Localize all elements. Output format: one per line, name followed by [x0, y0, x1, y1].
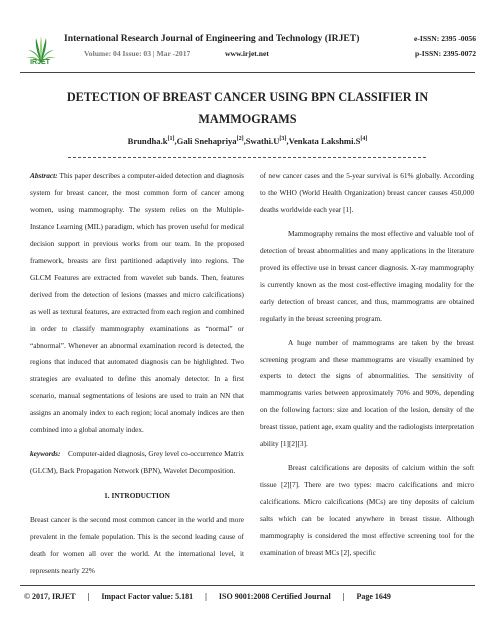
left-column [30, 168, 244, 580]
author-name: Swathi.U [245, 136, 280, 146]
right-column [260, 168, 474, 562]
abstract [30, 168, 244, 439]
keywords [30, 446, 244, 480]
author-name: Gali Snehapriya [176, 136, 237, 146]
body-paragraph: Breast calcifications are deposits of calcium within the soft tissue [2][7]. There are two types: macro calcifications and micro calcifications. Micro calcifications (MCs) are tiny deposits of calcium salts which can be located anywhere in breast tissue. Although mammography is considered the most effective screening tool for the examination of breast MCs [2], specific [260, 463, 474, 558]
abstract-text: This paper describes a computer-aided detection and diagnosis system for breast cancer, the most common form of cancer among women, using mammography. The system relies on the Multiple-Instance Learning (MIL) paradigm, which has proven useful for medical decision support in previous works from our team. In the proposed framework, breasts are first partitioned adaptively into regions. The GLCM Features are extracted from wavelet sub bands. Then, features derived from the detection of lesions (masses and micro calcifications) as well as textural features, are extracted from each region and combined in order to classify mammography examinations as “normal” or “abnormal”. Whenever an abnormal examination record is detected, the regions that induced that automated diagnosis can be highlighted. Two strategies are evaluated to define this anomaly detector. In a first scenario, manual segmentations of lesions are used to train an NN that assigns an anomaly index to each region; local anomaly indices are then combined into a global anomaly index. [30, 171, 244, 435]
footer-divider [20, 585, 475, 586]
body-paragraph: Mammography remains the most effective and valuable tool of detection of breast abnormalities and many applications in the literature proved its effective use in breast cancer diagnosis. X-ray mammography is currently known as the most cost-effective imaging modality for the early detection of breast cancer, and thus, mammograms are obtained regularly in the breast screening program. [260, 228, 474, 323]
intro-paragraph: Breast cancer is the second most common cancer in the world and more prevalent in the female population. This is the second leading cause of death for women all over the world. At the international level, it represents nearly 22% [30, 515, 244, 575]
author-divider [68, 157, 426, 158]
author-list: Brundha.k[1],Gali Snehapriya[2],Swathi.U[3],Venkata Lakshmi.S[4] [127, 136, 368, 146]
abstract-label: Abstract: [30, 171, 58, 180]
keywords-label: keywords: [30, 449, 61, 459]
logo-text: IRJET [30, 59, 50, 66]
author-ref: [2] [236, 136, 244, 143]
section-heading: 1. INTRODUCTION [104, 491, 170, 501]
header-divider [20, 72, 475, 73]
paper-title: DETECTION OF BREAST CANCER USING BPN CLASSIFIER IN MAMMOGRAMS [66, 90, 429, 126]
author-ref: [3] [279, 136, 287, 143]
author-name: Brundha.k [127, 136, 168, 146]
footer-iso: ISO 9001:2008 Certified Journal [218, 592, 331, 601]
body-paragraph: of new cancer cases and the 5-year survival is 61% globally. According to the WHO (World Health Organization) breast cancer causes 450,000 deaths worldwide each year [1]. [260, 171, 474, 214]
page-footer: © 2017, IRJET | Impact Factor value: 5.181 | ISO 9001:2008 Certified Journal | Page 1649 [24, 592, 391, 601]
footer-page-number: Page 1649 [356, 592, 391, 601]
journal-header [20, 30, 480, 68]
journal-name: International Research Journal of Engineering and Technology (IRJET) [64, 33, 360, 44]
keywords-text: Computer-aided diagnosis, Grey level co-occurrence Matrix (GLCM), Back Propagation Network (BPN), Wavelet Decomposition. [30, 449, 244, 476]
author-ref: [1] [167, 136, 175, 143]
eissn: e-ISSN: 2395 -0056 [413, 34, 476, 43]
footer-impact-factor: Impact Factor value: 5.181 [101, 592, 194, 601]
body-paragraph: A huge number of mammograms are taken by the breast screening program and these mammograms are visually examined by experts to detect the signs of abnormalities. The sensitivity of mammograms varies between approximately 70% and 90%, depending on the following factors: size and location of the lesion, density of the breast tissue, patient age, exam quality and the radiologists interpretation ability [1][2][3]. [260, 337, 474, 449]
author-name: Venkata Lakshmi.S [288, 136, 361, 146]
footer-copyright: © 2017, IRJET [24, 592, 76, 601]
author-ref: [4] [360, 136, 368, 143]
volume-issue: Volume: 04 Issue: 03 | Mar -2017 [84, 49, 191, 58]
pissn: p-ISSN: 2395-0072 [415, 49, 476, 58]
journal-website-link[interactable]: www.irjet.net [225, 49, 269, 58]
